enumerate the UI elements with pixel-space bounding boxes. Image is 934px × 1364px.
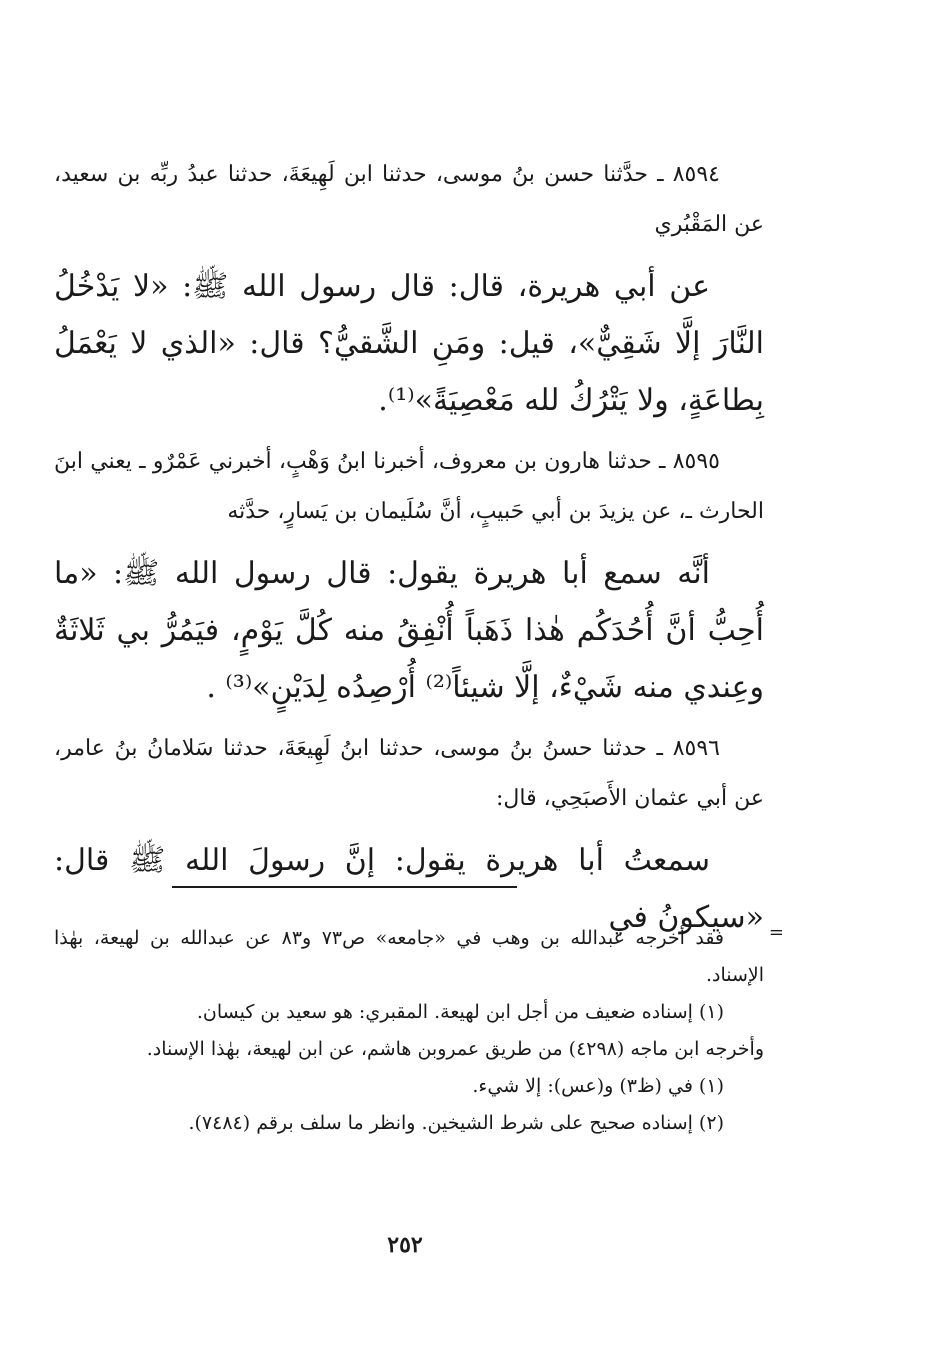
footnote-continuation-mark: = — [768, 922, 784, 943]
footnote-3: (٢) إسناده صحيح على شرط الشيخين. وانظر ما سلف برقم (٧٤٨٤). — [188, 1112, 724, 1134]
footnote-2: (١) في (ظ٣) و(عس): إلا شيء. — [472, 1075, 724, 1097]
main-text — [54, 150, 764, 954]
footnote-1-continued: وأخرجه ابن ماجه (٤٢٩٨) من طريق عمروبن هاشم، عن ابن لهيعة، بهٰذا الإسناد. — [146, 1038, 764, 1060]
page-number: ٢٥٢ — [387, 1232, 423, 1258]
footnote-separator — [172, 886, 517, 888]
hadith-8594-isnad: ٨٥٩٤ ـ حدَّثنا حسن بنُ موسى، حدثنا ابن لَهِيعَةَ، حدثنا عبدُ ربِّه بن سعيد، عن المَقْبُري — [54, 162, 764, 237]
footnote-1: (١) إسناده ضعيف من أجل ابن لهيعة. المقبري: هو سعيد بن كيسان. — [196, 1001, 724, 1023]
hadith-8594-matn: عن أبي هريرة، قال: قال رسول الله ﷺ: «لا يَدْخُلُ النَّارَ إلَّا شَقِيٌّ»، قيل: ومَنِ الشَّقيُّ؟ قال: «الذي لا يَعْمَلُ بِطاعَةٍ، ولا يَتْرُكُ لله مَعْصِيَةً»⁽¹⁾. — [54, 269, 764, 418]
footnotes — [54, 920, 764, 1142]
hadith-8596-matn: سمعتُ أبا هريرة يقول: إنَّ رسولَ الله ﷺ قال: «سيكونُ في — [54, 843, 764, 935]
footnote-continuation: فقد أخرجه عبدالله بن وهب في «جامعه» ص٧٣ و٨٣ عن عبدالله بن لهيعة، بهٰذا الإسناد. — [54, 927, 764, 986]
hadith-8595-isnad: ٨٥٩٥ ـ حدثنا هارون بن معروف، أخبرنا ابنُ وَهْبٍ، أخبرني عَمْرٌو ـ يعني ابنَ الحارث ـ، عن يزيدَ بن أبي حَبيبٍ، أنَّ سُلَيمان بن يَسارٍ، حدَّثه — [54, 449, 764, 524]
hadith-8596-isnad: ٨٥٩٦ ـ حدثنا حسنُ بنُ موسى، حدثنا ابنُ لَهِيعَةَ، حدثنا سَلامانُ بنُ عامر، عن أبي عثمان الأَصبَحِي، قال: — [54, 736, 764, 811]
hadith-8595-matn: أنَّه سمع أبا هريرة يقول: قال رسول الله ﷺ: «ما أُحِبُّ أنَّ أُحُدَكُم هٰذا ذَهَباً أُنْفِقُ منه كُلَّ يَوْمٍ، فيَمُرُّ بي ثَلاثَةٌ وعِندي منه شَيْءٌ، إلَّا شيئاً⁽²⁾ أُرْصِدُه لِدَيْنٍ»⁽³⁾ . — [54, 556, 764, 705]
